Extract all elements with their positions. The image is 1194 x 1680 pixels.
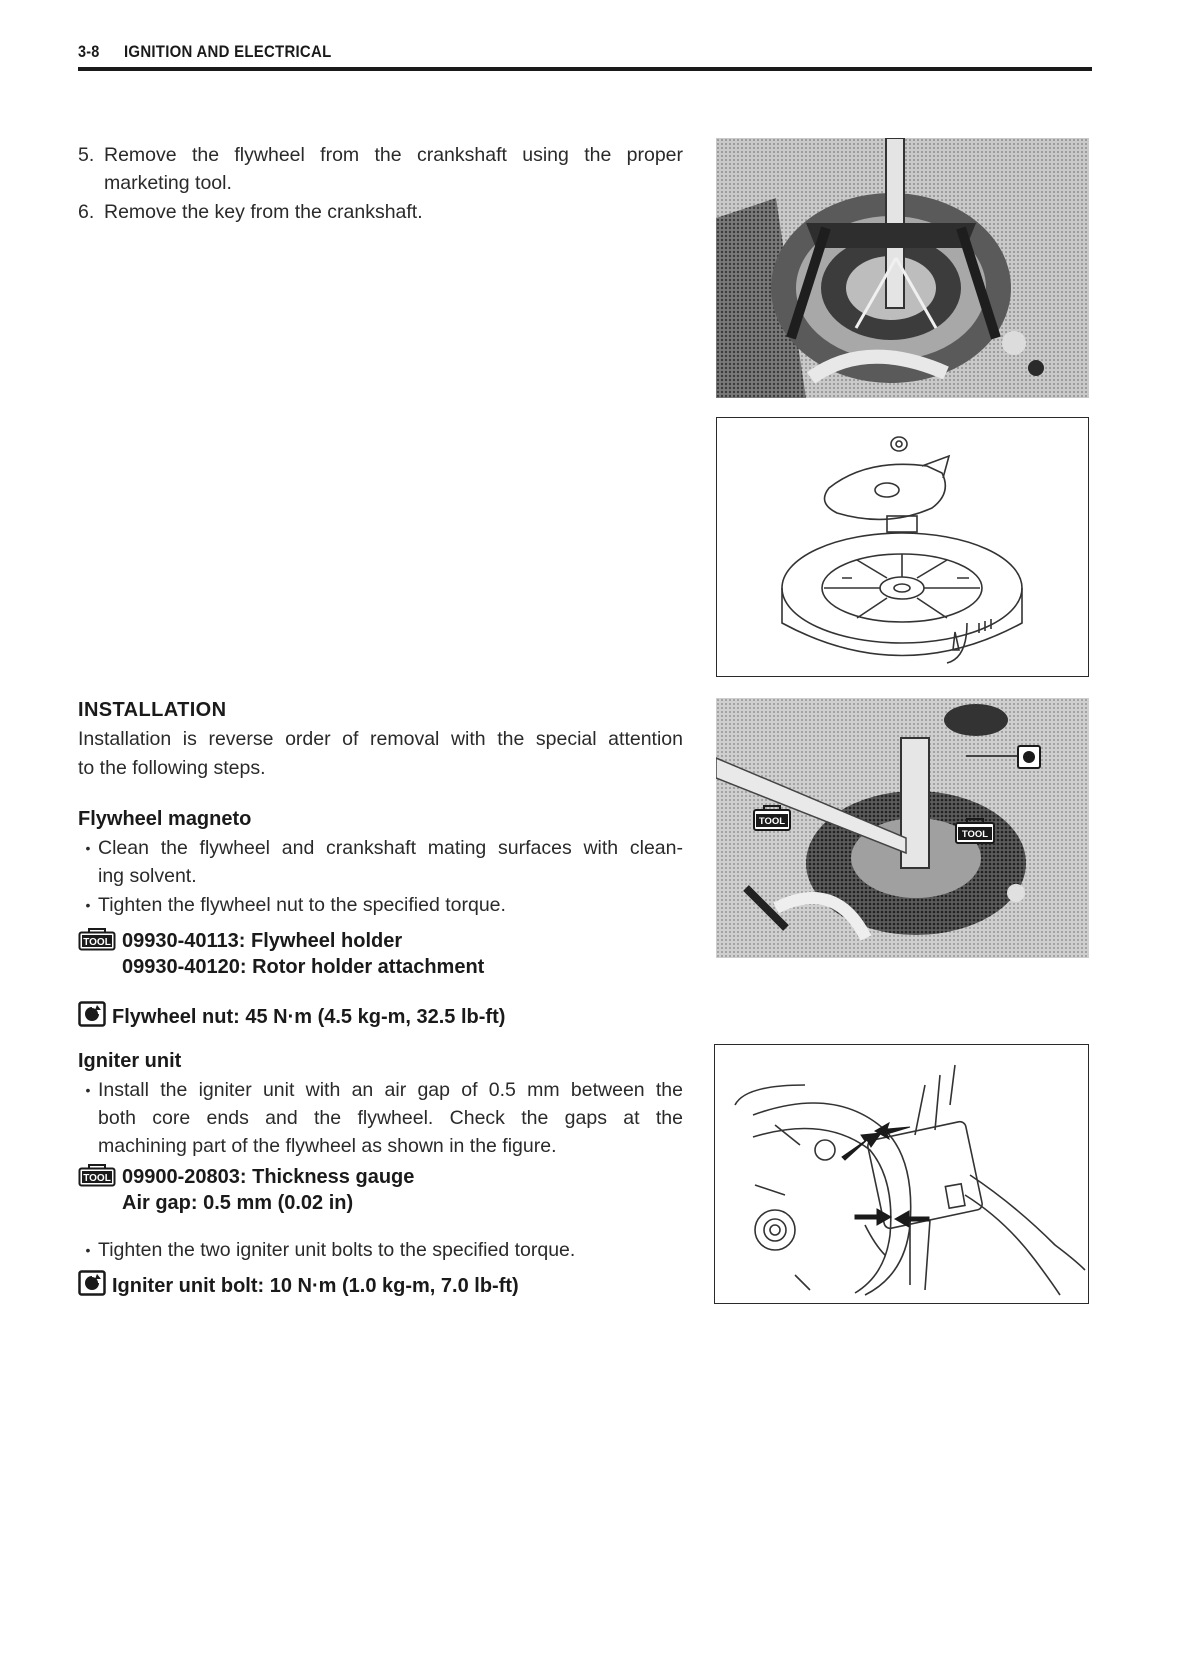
intro-line: Installation is reverse order of removal with the special attention xyxy=(78,728,683,750)
tool-icon xyxy=(754,806,790,830)
bullet-icon: • xyxy=(85,1082,91,1098)
tool-icon xyxy=(956,819,994,843)
flywheel-magneto-heading: Flywheel magneto xyxy=(78,808,252,830)
step-number: 5. xyxy=(78,144,95,166)
flywheel-holder-photo xyxy=(716,698,1089,958)
removal-step-6 xyxy=(78,198,683,228)
bullet-line: ing solvent. xyxy=(98,865,197,887)
torque-wrench-icon xyxy=(78,1001,106,1033)
torque-spec-text: Flywheel nut: 45 N·m (4.5 kg-m, 32.5 lb-ft) xyxy=(112,1006,506,1028)
installation-intro xyxy=(78,725,683,782)
torque-spec xyxy=(78,1001,505,1033)
torque-spec xyxy=(78,1270,519,1302)
header-rule xyxy=(78,67,1092,71)
igniter-unit-heading: Igniter unit xyxy=(78,1050,182,1072)
page-header xyxy=(78,40,1092,72)
tool-spec-line: 09930-40120: Rotor holder attachment xyxy=(122,956,485,978)
installation-heading: INSTALLATION xyxy=(78,699,227,721)
igniter-air-gap-diagram xyxy=(714,1044,1089,1304)
tool-spec xyxy=(78,1163,414,1193)
tool-badge-text: TOOL xyxy=(83,1173,111,1184)
page-number: 3-8 xyxy=(78,42,100,61)
step-text-line: marketing tool. xyxy=(104,172,232,194)
tool-badge-text: TOOL xyxy=(961,829,989,840)
step-text-line: Remove the flywheel from the crankshaft using the proper xyxy=(104,144,683,166)
bullet-line: Tighten the flywheel nut to the specified torque. xyxy=(98,894,506,916)
torque-spec-text: Igniter unit bolt: 10 N·m (1.0 kg-m, 7.0 lb-ft) xyxy=(112,1275,519,1297)
intro-line: to the following steps. xyxy=(78,756,266,779)
bullet-icon: • xyxy=(85,840,91,856)
bullet-icon: • xyxy=(85,897,91,913)
bullet-line: Clean the flywheel and crankshaft mating surfaces with clean- xyxy=(98,837,683,859)
flywheel-exploded-diagram xyxy=(716,417,1089,677)
tool-spec-line: 09930-40113: Flywheel holder xyxy=(122,930,403,952)
bullet-item xyxy=(78,1236,683,1266)
torque-wrench-icon xyxy=(78,1270,106,1302)
section-title: IGNITION AND ELECTRICAL xyxy=(124,42,332,61)
bullet-item xyxy=(78,1076,683,1166)
step-text-line: Remove the key from the crankshaft. xyxy=(104,201,423,223)
torque-wrench-icon xyxy=(1018,746,1040,768)
bullet-line: Tighten the two igniter unit bolts to the specified torque. xyxy=(98,1239,576,1261)
tool-icon xyxy=(78,1163,116,1193)
flywheel-puller-photo xyxy=(716,138,1089,398)
tool-badge-text: TOOL xyxy=(83,937,111,948)
bullet-icon: • xyxy=(85,1242,91,1258)
tool-badge-text: TOOL xyxy=(758,816,786,827)
bullet-line: both core ends and the flywheel. Check the gaps at the xyxy=(98,1107,683,1129)
bullet-item xyxy=(78,891,683,921)
bullet-line: Install the igniter unit with an air gap of 0.5 mm between the xyxy=(98,1079,683,1101)
bullet-line: machining part of the flywheel as shown in the figure. xyxy=(98,1135,557,1157)
tool-spec-line: 09900-20803: Thickness gauge xyxy=(122,1166,415,1188)
removal-step-5 xyxy=(78,141,683,201)
tool-icon xyxy=(78,927,116,957)
tool-spec xyxy=(78,927,402,957)
bullet-item xyxy=(78,834,683,894)
air-gap-spec: Air gap: 0.5 mm (0.02 in) xyxy=(122,1192,354,1214)
step-number: 6. xyxy=(78,201,95,223)
